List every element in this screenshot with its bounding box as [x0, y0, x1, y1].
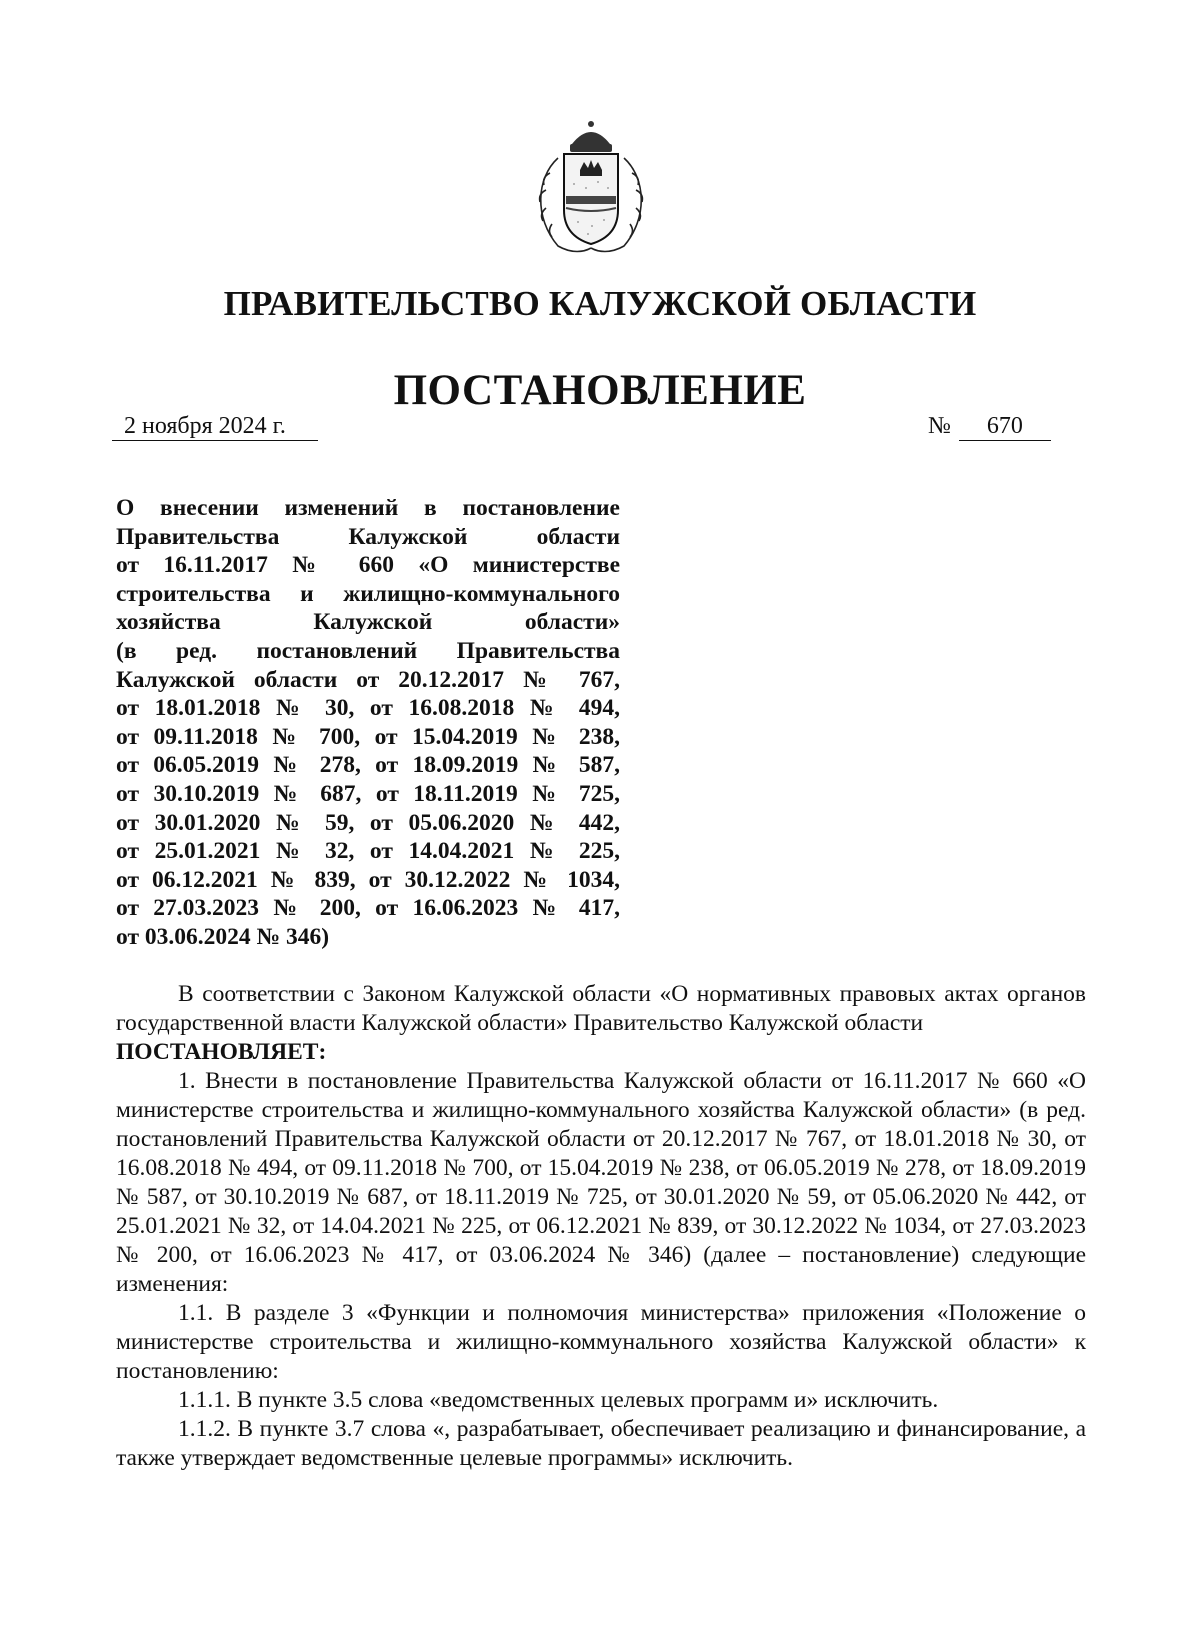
number-value: 670	[959, 412, 1051, 441]
subject-line: О внесении изменений в постановление	[116, 495, 620, 521]
subject-line: от 09.11.2018 № 700, от 15.04.2019 № 238,	[116, 723, 620, 750]
document-body	[116, 980, 1086, 1473]
decree-word: ПОСТАНОВЛЯЕТ:	[116, 1039, 327, 1065]
subject-line: Калужской области от 20.12.2017 № 767,	[116, 666, 620, 693]
subject-line: хозяйства Калужской области»	[116, 609, 620, 636]
clause-1: 1. Внести в постановление Правительства Калужской области от 16.11.2017 № 660 «О министерстве строительства и жилищно-коммунального хозяйства Калужской области» (в ред. постановлений Правительства Калужской области от 20.12.2017 № 767, от 18.01.2018 № 30, от 16.08.2018 № 494, от 09.11.2018 № 700, от 15.04.2019 № 238, от 06.05.2019 № 278, от 18.09.2019 № 587, от 30.10.2019 № 687, от 18.11.2019 № 725, от 30.01.2020 № 59, от 05.06.2020 № 442, от 25.01.2021 № 32, от 14.04.2021 № 225, от 06.12.2021 № 839, от 30.12.2022 № 1034, от 27.03.2023 № 200, от 16.06.2023 № 417, от 03.06.2024 № 346) (далее – постановление) следующие изменения:	[116, 1068, 1086, 1297]
document-number	[928, 412, 1088, 441]
government-title: ПРАВИТЕЛЬСТВО КАЛУЖСКОЙ ОБЛАСТИ	[223, 284, 977, 323]
document-type: ПОСТАНОВЛЕНИЕ	[393, 367, 807, 414]
subject-line: от 30.01.2020 № 59, от 05.06.2020 № 442,	[116, 809, 620, 836]
document-subject	[116, 494, 620, 952]
subject-line: от 25.01.2021 № 32, от 14.04.2021 № 225,	[116, 838, 620, 865]
subject-line: (в ред. постановлений Правительства	[116, 637, 620, 664]
clause-1-1: 1.1. В разделе 3 «Функции и полномочия министерства» приложения «Положение о министерстве строительства и жилищно-коммунального хозяйства Калужской области» к постановлению:	[116, 1300, 1086, 1384]
subject-line: от 27.03.2023 № 200, от 16.06.2023 № 417,	[116, 895, 620, 922]
subject-line: от 18.01.2018 № 30, от 16.08.2018 № 494,	[116, 695, 620, 722]
subject-line: строительства и жилищно-коммунального	[116, 580, 620, 607]
subject-line: от 06.05.2019 № 278, от 18.09.2019 № 587,	[116, 752, 620, 779]
number-label: №	[928, 413, 951, 439]
subject-line: от 06.12.2021 № 839, от 30.12.2022 № 1034,	[116, 866, 620, 893]
preamble-paragraph: В соответствии с Законом Калужской области «О нормативных правовых актах органов государственной власти Калужской области» Правительство Калужской области	[116, 981, 1086, 1036]
clause-1-1-1: 1.1.1. В пункте 3.5 слова «ведомственных целевых программ и» исключить.	[178, 1387, 939, 1413]
document-date: 2 ноября 2024 г.	[112, 412, 318, 441]
clause-1-1-2: 1.1.2. В пункте 3.7 слова «, разрабатывает, обеспечивает реализацию и финансирование, а также утверждает ведомственные целевые программы» исключить.	[116, 1416, 1086, 1471]
subject-line: от 16.11.2017 № 660 «О министерстве	[116, 552, 620, 579]
coat-of-arms-icon	[528, 118, 654, 256]
subject-line: от 03.06.2024 № 346)	[116, 923, 330, 950]
subject-line: Правительства Калужской области	[116, 523, 620, 550]
subject-line: от 30.10.2019 № 687, от 18.11.2019 № 725,	[116, 780, 620, 807]
